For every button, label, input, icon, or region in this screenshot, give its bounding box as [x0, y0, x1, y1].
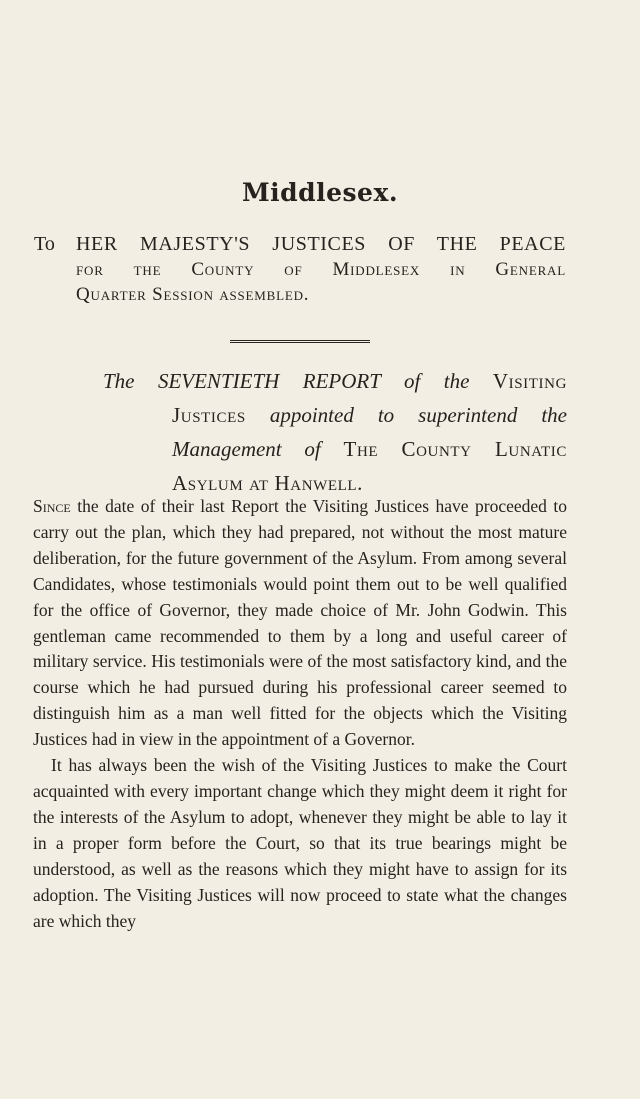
paragraph-1 [33, 494, 567, 753]
paragraph-1-text: the date of their last Report the Visiting Justices have proceeded to carry out the plan, which they had prepared, not without the most mature deliberation, for the future government of the Asylum. From among several Candidates, whose testimonials would point them out to be well qualified for the office of Governor, they made choice of Mr. John Godwin. This gentleman came recommended to them by a long and useful career of military service. His testimonials were of the most satisfactory kind, and the course which he had pursued during his professional career seemed to distinguish him as a man well fitted for the objects which the Visiting Justices had in view in the appointment of a Governor. [33, 496, 567, 750]
report-title-line-4: Asylum at Hanwell. [172, 471, 364, 495]
report-title-line-1 [103, 364, 567, 398]
report-title-line-2 [103, 398, 567, 432]
report-title-line-2-smallcaps: Justices [172, 403, 246, 427]
report-title-line-3 [103, 432, 567, 466]
report-title-line-3-smallcaps: The County Lunatic [343, 437, 567, 461]
running-head: Middlesex. [241, 178, 399, 207]
address-lead-in: To [34, 233, 55, 255]
report-title-line-3-italic: Management of [172, 437, 321, 461]
address-line-1: HER MAJESTY'S JUSTICES OF THE PEACE [76, 233, 566, 255]
body-text [33, 494, 567, 934]
address-block [34, 232, 566, 307]
divider-rule [230, 340, 370, 343]
address-line-3: Quarter Session assembled. [76, 284, 310, 305]
report-title [103, 364, 567, 500]
address-line-2: for the County of Middlesex in General [76, 259, 566, 280]
report-title-line-1-italic: The SEVENTIETH REPORT of the [103, 369, 470, 393]
paragraph-1-lead: Since [33, 496, 71, 516]
report-title-line-1-smallcaps: Visiting [492, 369, 567, 393]
paragraph-2-text: It has always been the wish of the Visiting Justices to make the Court acquainted with every important change which they might deem it right for the interests of the Asylum to adopt, whenever they might be able to lay it in a proper form before the Court, so that its true bearings might be understood, as well as the reasons which they might have to assign for its adoption. The Visiting Justices will now proceed to state what the changes are which they [33, 755, 567, 931]
paragraph-2 [33, 753, 567, 934]
report-title-line-2-italic: appointed to superintend the [269, 403, 568, 427]
